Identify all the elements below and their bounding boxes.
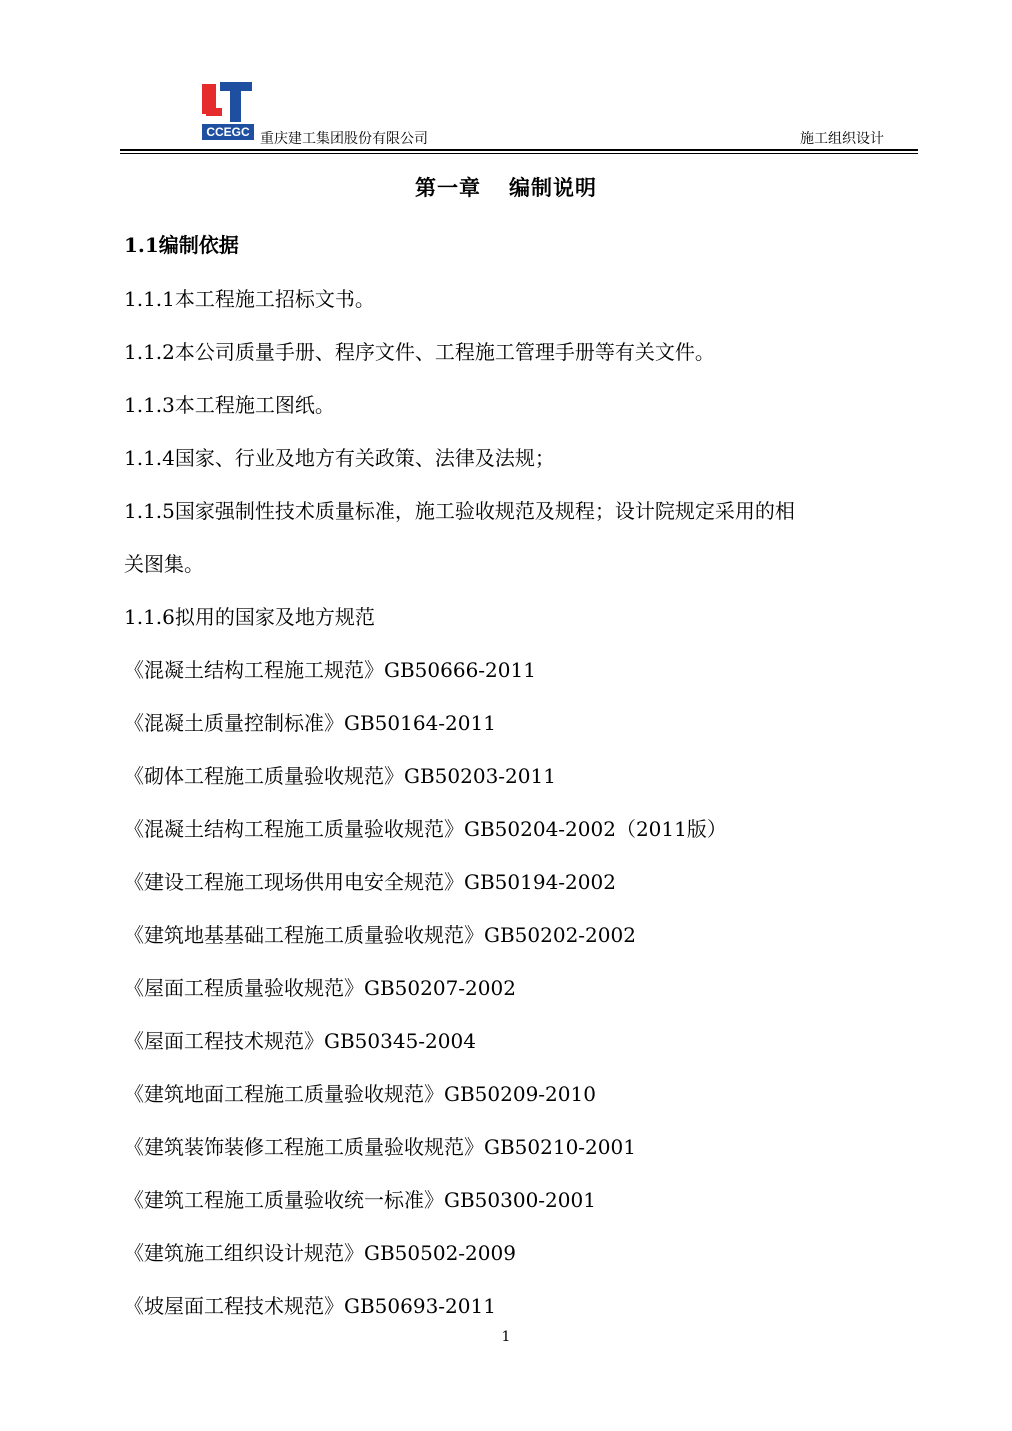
standard-item: 《屋面工程质量验收规范》GB50207-2002 — [124, 976, 516, 1000]
company-name: 重庆建工集团股份有限公司 — [260, 131, 428, 147]
company-logo — [202, 82, 254, 140]
section-heading: 1.1编制依据 — [124, 233, 239, 257]
basis-item-1: 1.1.1本工程施工招标文书。 — [124, 287, 375, 311]
standard-item: 《屋面工程技术规范》GB50345-2004 — [124, 1029, 476, 1053]
standard-item: 《砌体工程施工质量验收规范》GB50203-2011 — [124, 764, 556, 788]
standard-item: 《混凝土结构工程施工规范》GB50666-2011 — [124, 658, 536, 682]
page-number: 1 — [501, 1329, 511, 1345]
standard-item: 《建设工程施工现场供用电安全规范》GB50194-2002 — [124, 870, 616, 894]
chapter-name: 编制说明 — [509, 175, 597, 200]
page-header — [120, 82, 918, 152]
basis-item-2: 1.1.2本公司质量手册、程序文件、工程施工管理手册等有关文件。 — [124, 340, 715, 364]
chapter-number: 第一章 — [415, 175, 481, 200]
standard-item: 《建筑地面工程施工质量验收规范》GB50209-2010 — [124, 1082, 596, 1106]
standard-item: 《建筑工程施工质量验收统一标准》GB50300-2001 — [124, 1188, 596, 1212]
standard-item: 《建筑装饰装修工程施工质量验收规范》GB50210-2001 — [124, 1135, 636, 1159]
basis-item-4: 1.1.4国家、行业及地方有关政策、法律及法规； — [124, 446, 555, 470]
chapter-title — [0, 172, 1012, 202]
standard-item: 《建筑地基基础工程施工质量验收规范》GB50202-2002 — [124, 923, 636, 947]
header-rule — [120, 149, 918, 151]
standard-item: 《建筑施工组织设计规范》GB50502-2009 — [124, 1241, 516, 1265]
basis-item-6: 1.1.6拟用的国家及地方规范 — [124, 605, 375, 629]
basis-item-3: 1.1.3本工程施工图纸。 — [124, 393, 335, 417]
basis-item-5: 1.1.5国家强制性技术质量标准，施工验收规范及规程；设计院规定采用的相 — [124, 499, 795, 523]
standard-item: 《坡屋面工程技术规范》GB50693-2011 — [124, 1294, 496, 1318]
svg-text:CCEGC: CCEGC — [206, 125, 250, 139]
standard-item: 《混凝土结构工程施工质量验收规范》GB50204-2002（2011版） — [124, 817, 727, 841]
basis-item-5-cont: 关图集。 — [124, 552, 204, 576]
header-rule-thin — [120, 153, 918, 154]
standard-item: 《混凝土质量控制标准》GB50164-2011 — [124, 711, 496, 735]
document-type: 施工组织设计 — [800, 131, 884, 147]
